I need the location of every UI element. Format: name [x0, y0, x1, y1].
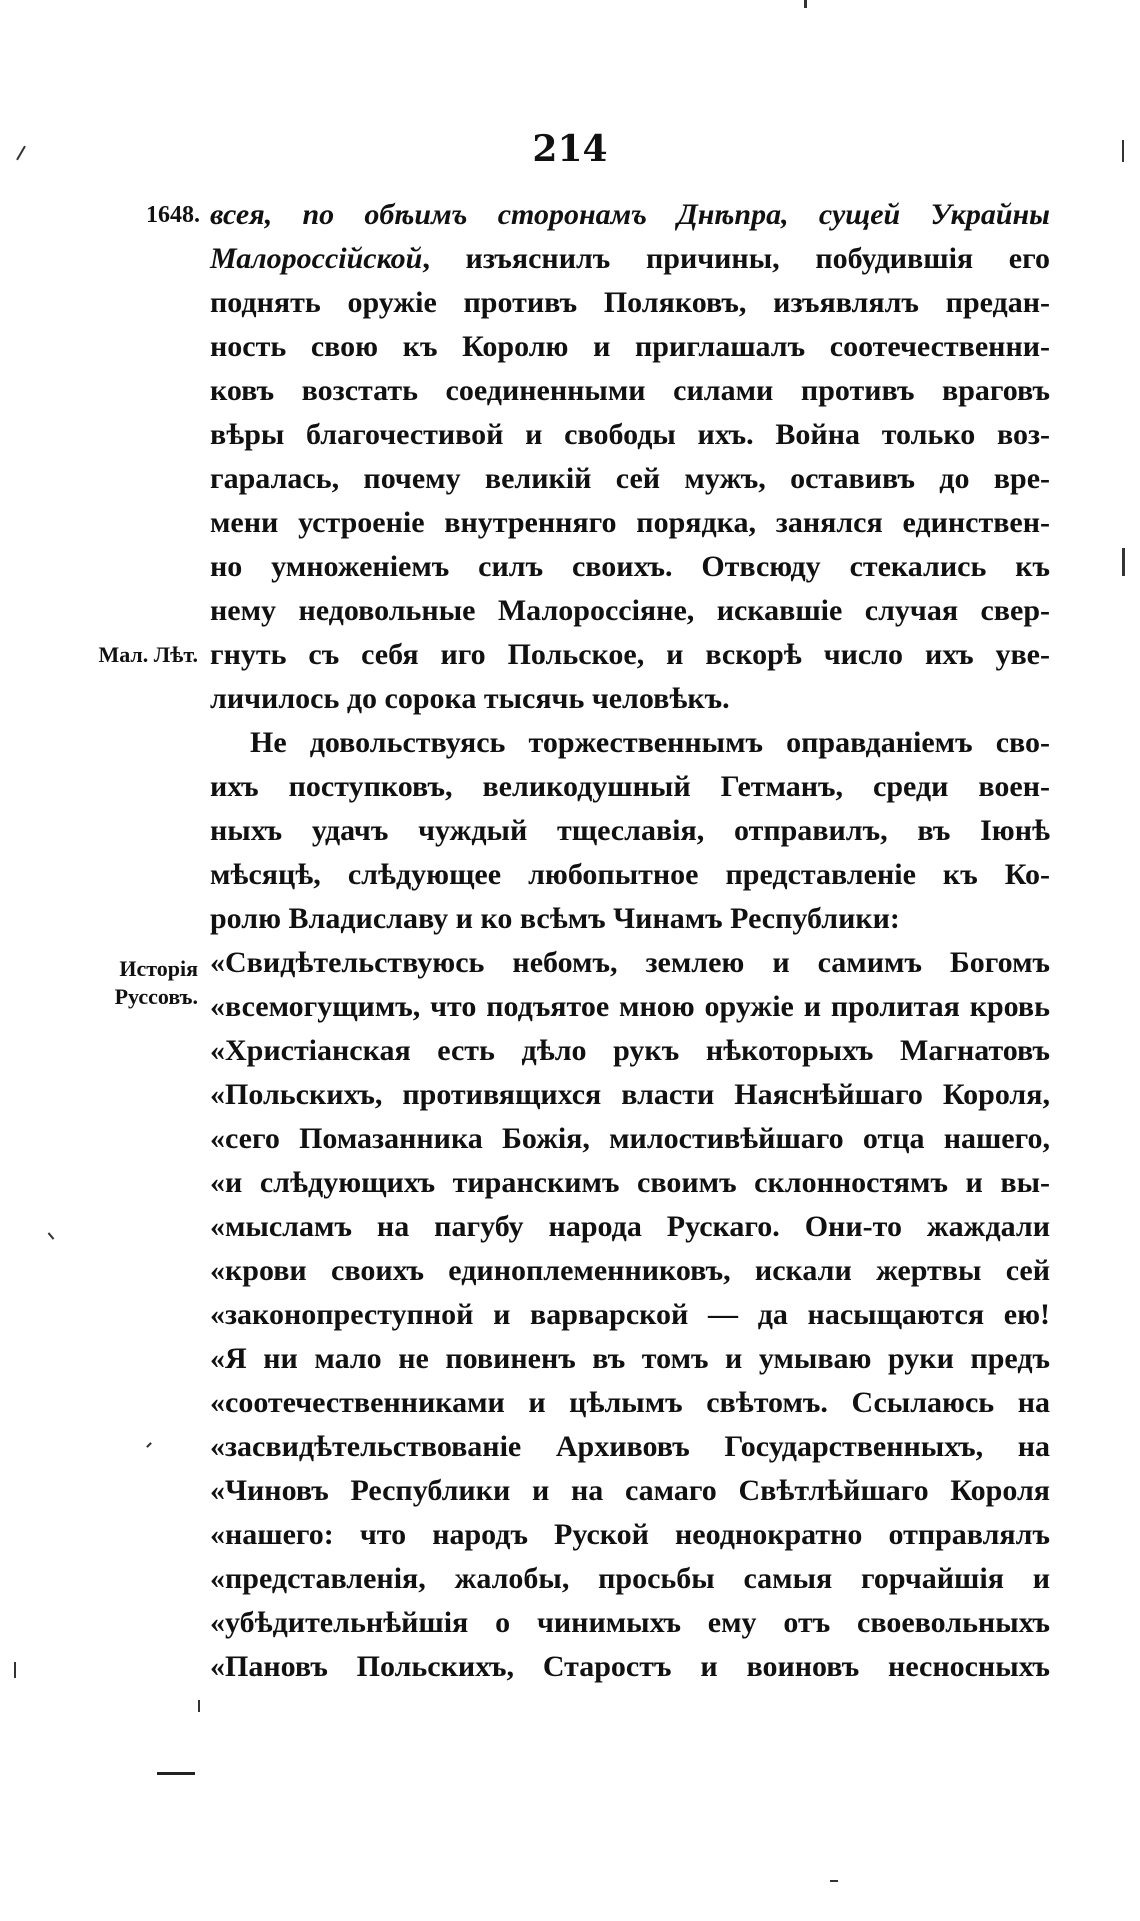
text-line: «всемогущимъ, что подъятое мною оружіе и пролитая кровь	[210, 990, 1050, 1023]
text-line: ихъ поступковъ, великодушный Гетманъ, среди воен-	[210, 770, 1050, 803]
text-line: «Христіанская есть дѣло рукъ нѣкоторыхъ Магнатовъ	[210, 1034, 1050, 1067]
scan-speck	[48, 1232, 55, 1239]
italic-word: Малороссійской	[210, 242, 423, 275]
text-line: Малороссійской, изъяснилъ причины, побудившія его	[210, 242, 1050, 275]
text-line: «мысламъ на пагубу народа Рускаго. Они-то жаждали	[210, 1210, 1050, 1243]
text-line: «крови своихъ единоплеменниковъ, искали жертвы сей	[210, 1254, 1050, 1287]
text-line: мѣсяцѣ, слѣдующее любопытное представленіе къ Ко-	[210, 858, 1050, 891]
text-line: «представленія, жалобы, просьбы самыя горчайшія и	[210, 1562, 1050, 1595]
text-line: «и слѣдующихъ тиранскимъ своимъ склонностямъ и вы-	[210, 1166, 1050, 1199]
text-line: Не довольствуясь торжественнымъ оправданіемъ сво-	[250, 726, 1050, 759]
margin-note-istoria-1: Исторія	[119, 956, 198, 981]
text-line: «сего Помазанника Божія, милостивѣйшаго отца нашего,	[210, 1122, 1050, 1155]
text-line: личилось до сорока тысячь человѣкъ.	[210, 682, 730, 715]
scan-speck	[198, 1700, 200, 1712]
text-line: «Пановъ Польскихъ, Старостъ и воиновъ несносныхъ	[210, 1650, 1050, 1683]
scan-speck	[804, 0, 807, 8]
text-line: ролю Владиславу и ко всѣмъ Чинамъ Республики:	[210, 902, 900, 935]
text-line: гнуть съ себя иго Польское, и вскорѣ число ихъ уве-	[210, 638, 1050, 671]
margin-note-istoria-2: Руссовъ.	[114, 984, 198, 1009]
text-line: «нашего: что народъ Руской неоднократно отправлялъ	[210, 1518, 1050, 1551]
text-line: «Свидѣтельствуюсь небомъ, землею и самимъ Богомъ	[210, 946, 1050, 979]
page-number: 214	[532, 128, 608, 170]
text-line: вѣры благочестивой и свободы ихъ. Война только воз-	[210, 418, 1050, 451]
scan-speck	[146, 1442, 152, 1448]
text-line: ныхъ удачъ чуждый тщеславія, отправилъ, въ Іюнѣ	[210, 814, 1050, 847]
text-line: «засвидѣтельствованіе Архивовъ Государственныхъ, на	[210, 1430, 1050, 1463]
scan-speck	[830, 1880, 838, 1882]
text-line: ковъ возстать соединенными силами противъ враговъ	[210, 374, 1050, 407]
scan-speck	[1122, 140, 1124, 162]
scan-speck	[14, 1662, 16, 1678]
text-line: нему недовольные Малороссіяне, искавшіе случая свер-	[210, 594, 1050, 627]
text-line: поднять оружіе противъ Поляковъ, изъявлялъ предан-	[210, 286, 1050, 319]
text-line: «Я ни мало не повиненъ въ томъ и умываю руки предъ	[210, 1342, 1050, 1375]
margin-year: 1648.	[146, 202, 200, 228]
text-line: мени устроеніе внутренняго порядка, занялся единствен-	[210, 506, 1050, 539]
scan-speck	[1122, 548, 1125, 576]
text-line: «соотечественниками и цѣлымъ свѣтомъ. Ссылаюсь на	[210, 1386, 1050, 1419]
text-line: «убѣдительнѣйшія о чинимыхъ ему отъ своевольныхъ	[210, 1606, 1050, 1639]
text-line: ность свою къ Королю и приглашалъ соотечественни-	[210, 330, 1050, 363]
text-line: но умноженіемъ силъ своихъ. Отвсюду стекались къ	[210, 550, 1050, 583]
footer-rule	[157, 1772, 195, 1775]
text-line: «законопреступной и варварской — да насыщаются ею!	[210, 1298, 1050, 1331]
margin-note-mal-let: Мал. Лѣт.	[98, 642, 198, 667]
text-line: «Польскихъ, противящихся власти Наяснѣйшаго Короля,	[210, 1078, 1050, 1111]
text-line: всея, по обѣимъ сторонамъ Днѣпра, сущей Украйны	[210, 198, 1050, 231]
text-line: гаралась, почему великій сей мужъ, оставивъ до вре-	[210, 462, 1050, 495]
text-line: «Чиновъ Республики и на самаго Свѣтлѣйшаго Короля	[210, 1474, 1050, 1507]
